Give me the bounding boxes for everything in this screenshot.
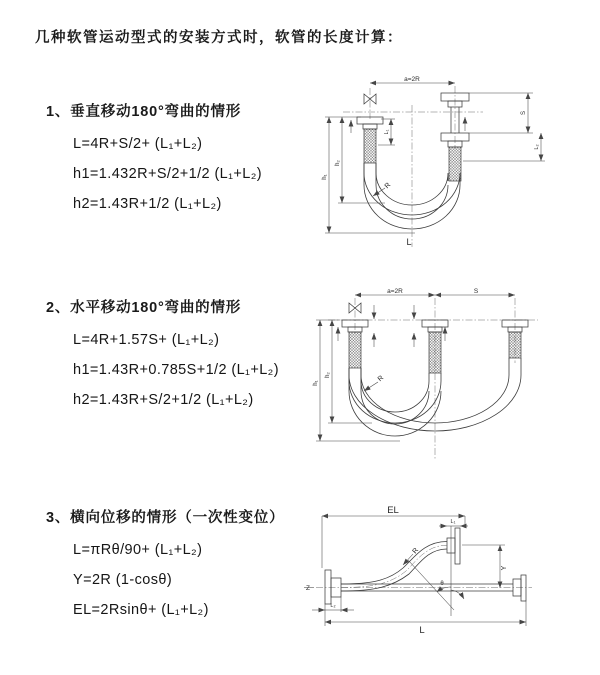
page-title: 几种软管运动型式的安装方式时，软管的长度计算： <box>35 30 403 46</box>
formula-line: L=4R+1.57S+ (L₁+L₂) <box>73 332 220 348</box>
dim-y-label: Y <box>501 565 508 571</box>
formula-line: L=4R+S/2+ (L₁+L₂) <box>73 136 203 152</box>
formula-line: Y=2R (1-cosθ) <box>73 572 173 588</box>
formula-line: h2=1.43R+1/2 (L₁+L₂) <box>73 196 222 212</box>
radius-label: R <box>383 181 393 191</box>
dim-s <box>469 93 533 133</box>
radius-leader <box>403 547 420 565</box>
diagram-horizontal-180-bend <box>310 283 595 463</box>
top-right-flange <box>447 528 460 564</box>
dim-l1 <box>439 519 468 526</box>
radius-label: R <box>376 374 386 384</box>
dim-s-label: S <box>521 110 527 116</box>
formula-line: h1=1.43R+0.785S+1/2 (L₁+L₂) <box>73 362 279 378</box>
dim-h1-label: h₁ <box>322 174 328 180</box>
right-braid-section <box>509 332 521 358</box>
dim-length-label: L <box>419 625 425 636</box>
dim-el-label: EL <box>387 505 399 516</box>
section-1-heading: 1、垂直移动180°弯曲的情形 <box>46 104 242 120</box>
dim-l2-label: L₂ <box>534 144 540 150</box>
dim-l1-label: L₁ <box>450 519 456 525</box>
section-horizontal-movement <box>46 296 279 415</box>
section-vertical-movement <box>46 100 262 219</box>
formula-line: h1=1.432R+S/2+1/2 (L₁+L₂) <box>73 166 263 182</box>
left-flange <box>325 570 341 604</box>
dim-a-2r <box>370 76 455 83</box>
right-braid-section <box>449 147 461 181</box>
formula-line: EL=2Rsinθ+ (L₁+L₂) <box>73 602 209 618</box>
dim-s <box>435 288 515 295</box>
centerline-mark-label: Z <box>306 585 310 592</box>
diagram-lateral-displacement <box>300 498 595 653</box>
left-braid-section <box>349 332 361 368</box>
dim-h1-label: h₁ <box>313 380 319 386</box>
section-1-formulas <box>46 121 262 219</box>
right-flange <box>513 575 526 601</box>
dim-h2-label: h₂ <box>325 372 331 378</box>
formula-line: L=πRθ/90+ (L₁+L₂) <box>73 542 203 558</box>
dim-l2 <box>312 597 354 612</box>
formula-line: h2=1.43R+S/2+1/2 (L₁+L₂) <box>73 392 254 408</box>
hose-s-curve <box>341 542 447 592</box>
dim-el <box>322 505 465 568</box>
centerline-mark <box>304 585 314 592</box>
dim-h2-label: h₂ <box>335 160 341 166</box>
section-2-heading: 2、水平移动180°弯曲的情形 <box>46 300 242 316</box>
dim-l1-label: L₁ <box>384 129 390 135</box>
dim-length-label: L <box>406 237 412 247</box>
dim-l2-label: L₂ <box>330 603 336 609</box>
section-lateral-displacement <box>46 506 284 625</box>
section-3-formulas <box>46 527 284 625</box>
dim-l1 <box>378 119 395 145</box>
radius-leader <box>364 375 385 391</box>
middle-braid-section <box>429 332 441 373</box>
dim-a-2r <box>355 288 435 295</box>
angle-theta-label: θ <box>440 581 444 587</box>
dim-length <box>325 601 526 636</box>
left-braid-section <box>364 129 376 163</box>
hose-u-bend <box>349 368 441 436</box>
dim-h2 <box>335 117 385 203</box>
section-2-formulas <box>46 317 279 415</box>
diagram-vertical-180-bend <box>315 75 590 250</box>
section-3-heading: 3、横向位移的情形（一次性变位） <box>46 510 285 526</box>
radius-label: R <box>411 546 421 556</box>
dim-s-label: S <box>473 288 479 295</box>
dim-a-2r-label: a=2R <box>404 76 420 83</box>
dim-a-2r-label: a=2R <box>387 288 403 295</box>
dim-l2 <box>463 133 545 161</box>
dim-y <box>462 545 508 588</box>
